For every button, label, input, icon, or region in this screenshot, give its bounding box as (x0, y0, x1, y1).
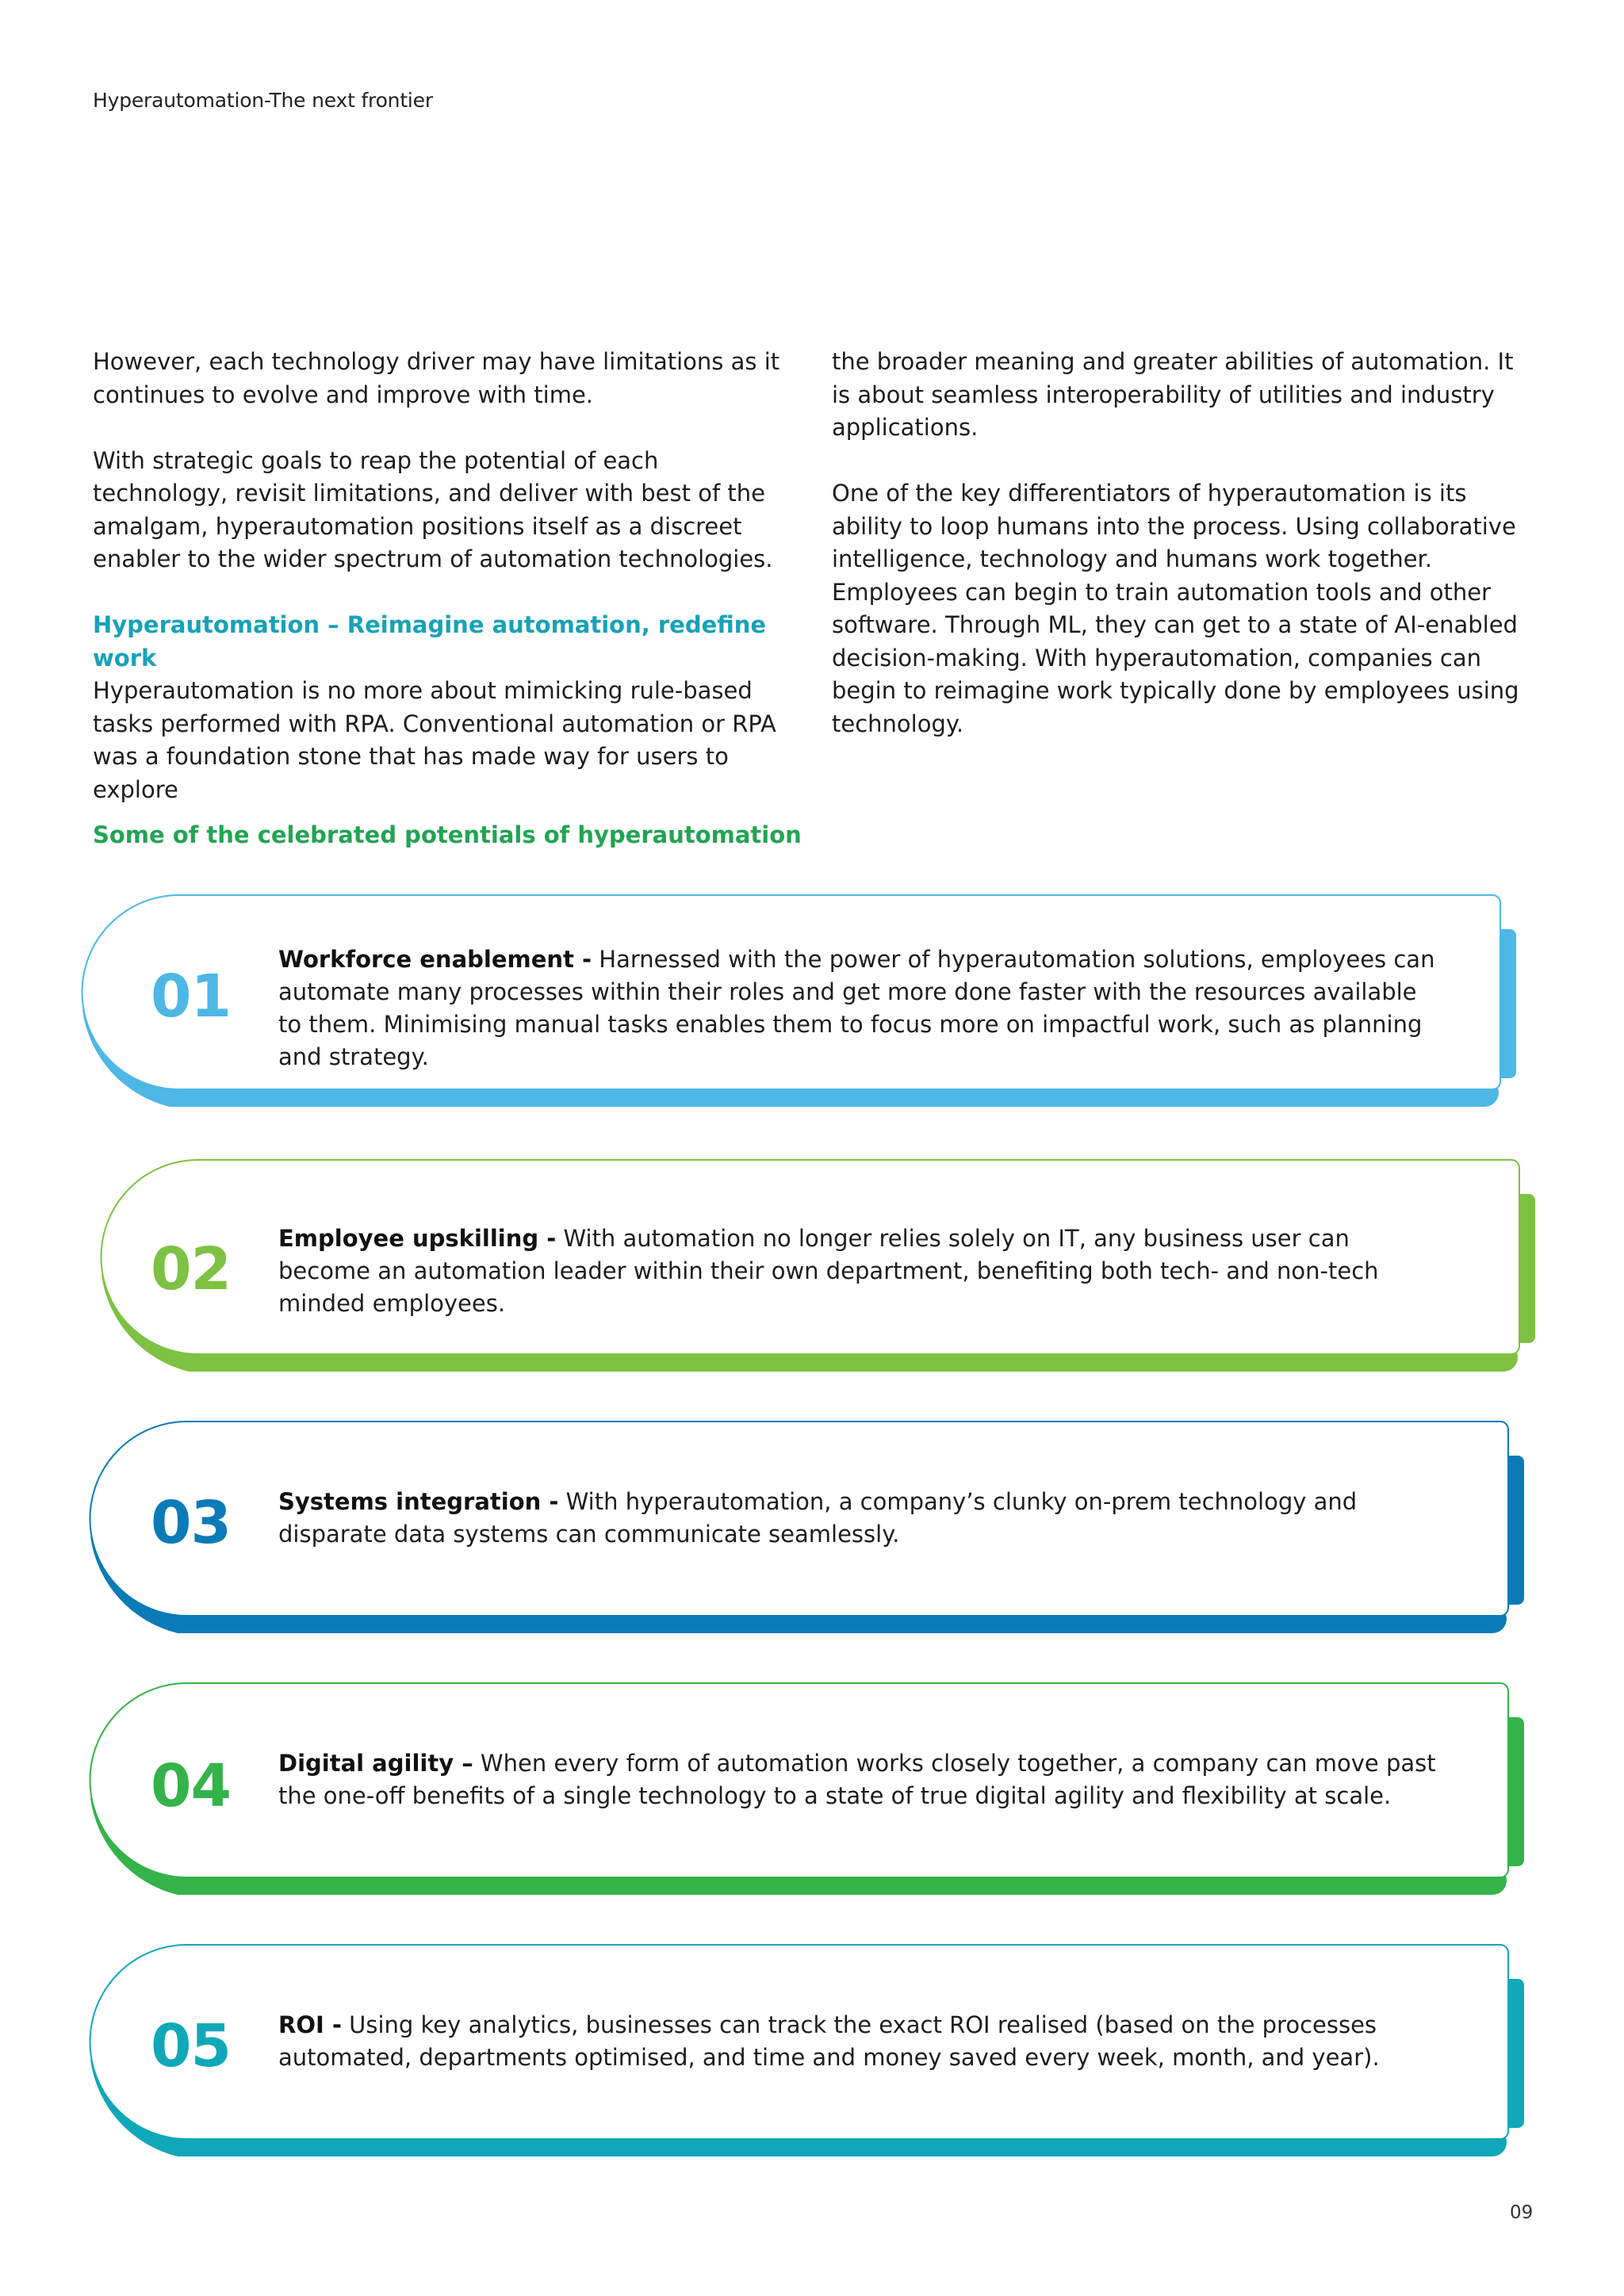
intro-columns (93, 346, 1530, 806)
left-paragraph-2: With strategic goals to reap the potential of each technology, revisit limitations, and deliver with best of the amalgam, hyperautomation positions itself as a discreet enabler to the wider spectrum of automation technologies. (93, 446, 773, 572)
left-column (93, 346, 791, 806)
potential-card-5 (90, 1944, 1524, 2158)
card-4-body: When every form of automation works closely together, a company can move past the one-off benefits of a single technology to a state of true digital agility and flexibility at scale. (278, 1750, 1436, 1809)
card-2-title: Employee upskilling - (278, 1225, 557, 1252)
card-1-number: 01 (151, 962, 231, 1031)
right-paragraph-2: One of the key differentiators of hyperautomation is its ability to loop humans into the process. Using collaborative intelligence, technology and humans work together. Employees can begin to train automation tools and other software. Through ML, they can get to a state of AI-enabled decision-making. With hyperautomation, companies can begin to reimagine work typically done by employees using technology. (832, 480, 1519, 737)
card-4-title: Digital agility – (278, 1750, 473, 1777)
card-3-title: Systems integration - (278, 1488, 559, 1515)
card-4-text (278, 1747, 1436, 1812)
card-5-number: 05 (151, 2012, 231, 2080)
left-paragraph-1: However, each technology driver may have limitations as it continues to evolve and improve with time. (93, 348, 780, 408)
left-paragraph-3 (93, 609, 791, 806)
right-paragraph-1: the broader meaning and greater abilities of automation. It is about seamless interoperability of utilities and industry applications. (832, 348, 1514, 441)
page-number: 09 (1510, 2202, 1534, 2223)
left-paragraph-3-text: Hyperautomation is no more about mimicking rule-based tasks performed with RPA. Conventional automation or RPA was a foundation stone that has made way for users to explore (93, 677, 776, 803)
running-title: Hyperautomation-The next frontier (93, 89, 433, 112)
potential-card-4 (90, 1682, 1524, 1896)
card-3-body: With hyperautomation, a company’s clunky on-prem technology and disparate data systems can communicate seamlessly. (278, 1488, 1358, 1548)
card-2-body: With automation no longer relies solely on IT, any business user can become an automation leader within their own department, benefiting both tech- and non-tech minded employees. (278, 1225, 1379, 1317)
right-column (832, 346, 1530, 806)
potential-card-2 (102, 1159, 1535, 1373)
card-5-body: Using key analytics, businesses can track the exact ROI realised (based on the processes automated, departments optimised, and time and money saved every week, month, and year). (278, 2011, 1380, 2071)
card-3-number: 03 (151, 1489, 231, 1557)
card-3-text (278, 1486, 1436, 1551)
card-1-body: Harnessed with the power of hyperautomation solutions, employees can automate many processes within their roles and get more done faster with the resources available to them. Minimising manual tasks enables them to focus more on impactful work, such as planning and strategy. (278, 946, 1435, 1070)
potential-card-3 (90, 1421, 1524, 1635)
card-1-text (278, 943, 1436, 1073)
section-subheading: Hyperautomation – Reimagine automation, redefine work (93, 611, 767, 672)
card-1-title: Workforce enablement - (278, 946, 592, 973)
potential-card-1 (82, 894, 1516, 1108)
card-2-number: 02 (151, 1235, 231, 1303)
potentials-heading: Some of the celebrated potentials of hyperautomation (93, 821, 802, 848)
card-4-number: 04 (151, 1752, 231, 1820)
card-2-text (278, 1223, 1436, 1320)
card-5-text (278, 2009, 1436, 2074)
card-5-title: ROI - (278, 2011, 342, 2038)
